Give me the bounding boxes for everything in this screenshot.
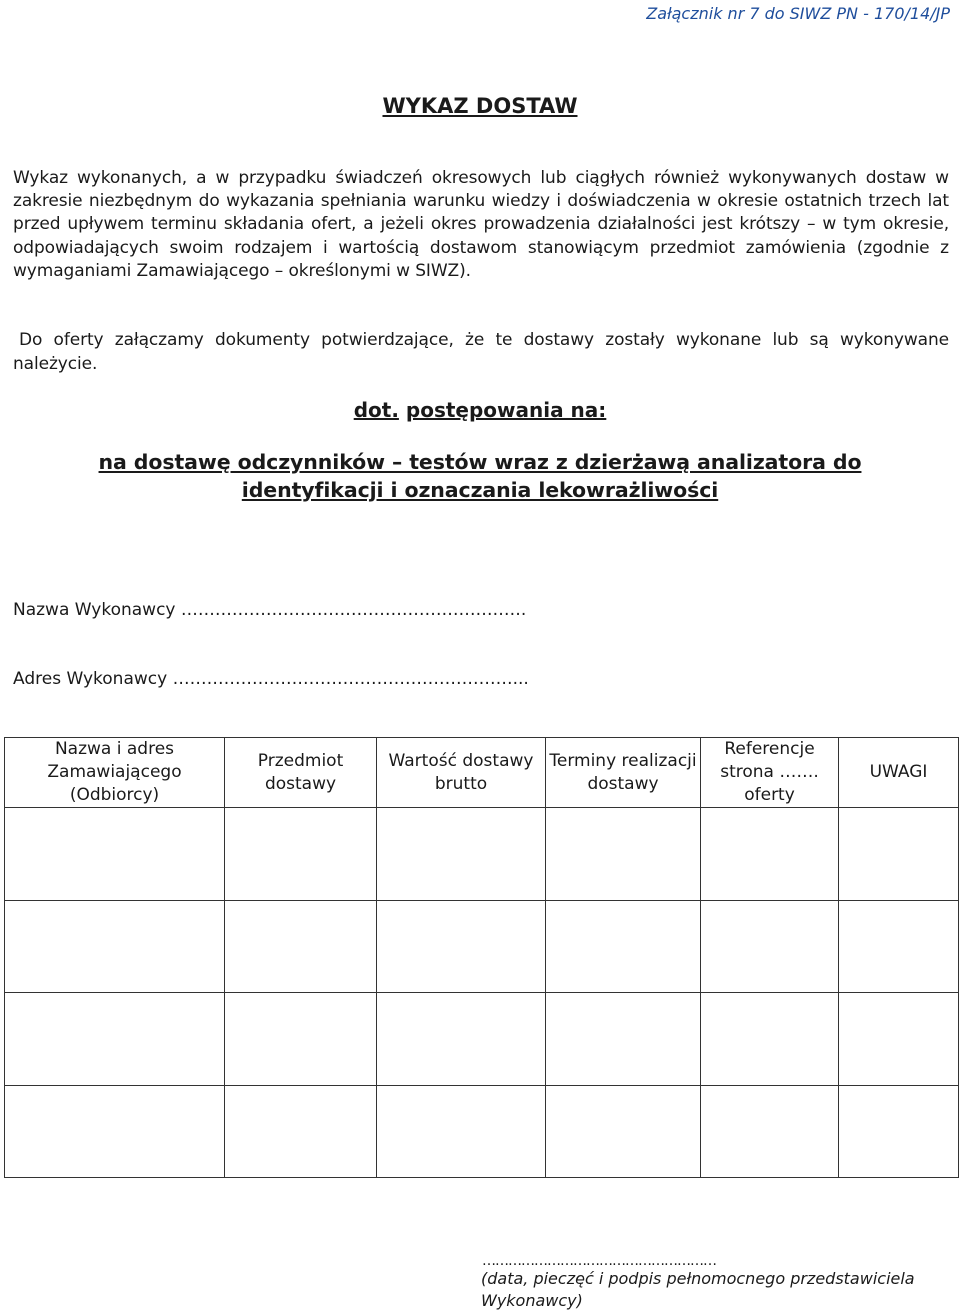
table-cell[interactable]	[701, 808, 839, 901]
col-header-references: Referencje strona ……. oferty	[701, 738, 839, 808]
table-cell[interactable]	[546, 1085, 701, 1178]
table-cell[interactable]	[839, 993, 959, 1086]
table-cell[interactable]	[225, 808, 377, 901]
table-row	[5, 1085, 959, 1178]
signature-caption: (data, pieczęć i podpis pełnomocnego przedstawiciela Wykonawcy)	[481, 1269, 915, 1310]
table-cell[interactable]	[701, 1085, 839, 1178]
intro-paragraph: Wykaz wykonanych, a w przypadku świadczeń okresowych lub ciągłych również wykonywanych dostaw w zakresie niezbędnym do wykazania spełniania warunku wiedzy i doświadczenia w okresie ostatnich trzech lat przed upływem terminu składania ofert, a jeżeli okres prowadzenia działalności jest krótszy – w tym okresie, odpowiadających swoim rodzajem i wartością dostawom stanowiącym przedmiot zamówienia (zgodnie z wymaganiami Zamawiającego – określonymi w SIWZ).	[13, 168, 949, 281]
table-cell[interactable]	[701, 900, 839, 993]
signature-line[interactable]: ………………………………………………	[482, 1253, 716, 1269]
attachments-paragraph: Do oferty załączamy dokumenty potwierdzające, że te dostawy zostały wykonane lub są wykonywane należycie.	[13, 330, 949, 374]
table-cell[interactable]	[377, 1085, 546, 1178]
table-cell[interactable]	[225, 900, 377, 993]
table-cell[interactable]	[839, 1085, 959, 1178]
table-cell[interactable]	[377, 900, 546, 993]
table-cell[interactable]	[546, 900, 701, 993]
col-header-dates: Terminy realizacji dostawy	[546, 738, 701, 808]
table-header-row	[5, 738, 959, 808]
procedure-label-text: postępowania na:	[405, 398, 607, 422]
page-title: WYKAZ DOSTAW	[382, 94, 578, 118]
contractor-name-field[interactable]: Nazwa Wykonawcy …………………………………………………….	[13, 600, 527, 620]
table-cell[interactable]	[225, 993, 377, 1086]
table-cell[interactable]	[546, 993, 701, 1086]
deliveries-table	[4, 737, 959, 1178]
table-cell[interactable]	[701, 993, 839, 1086]
col-header-value: Wartość dostawy brutto	[377, 738, 546, 808]
col-header-notes: UWAGI	[839, 738, 959, 808]
table-cell[interactable]	[5, 993, 225, 1086]
table-row	[5, 900, 959, 993]
table-cell[interactable]	[5, 1085, 225, 1178]
col-header-subject: Przedmiot dostawy	[225, 738, 377, 808]
table-row	[5, 993, 959, 1086]
contractor-address-field[interactable]: Adres Wykonawcy ……………………………………………………...	[13, 669, 529, 689]
procedure-label	[0, 398, 960, 422]
table-cell[interactable]	[5, 900, 225, 993]
table-cell[interactable]	[839, 808, 959, 901]
table-cell[interactable]	[839, 900, 959, 993]
table-cell[interactable]	[546, 808, 701, 901]
table-cell[interactable]	[225, 1085, 377, 1178]
col-header-client: Nazwa i adres Zamawiającego (Odbiorcy)	[5, 738, 225, 808]
table-cell[interactable]	[5, 808, 225, 901]
attachment-reference: Załącznik nr 7 do SIWZ PN - 170/14/JP	[646, 4, 950, 23]
table-cell[interactable]	[377, 808, 546, 901]
table-row	[5, 808, 959, 901]
table-cell[interactable]	[377, 993, 546, 1086]
procedure-subject: na dostawę odczynników – testów wraz z dzierżawą analizatora do identyfikacji i oznaczania lekowrażliwości	[98, 450, 862, 502]
procedure-prefix: dot.	[353, 398, 399, 422]
